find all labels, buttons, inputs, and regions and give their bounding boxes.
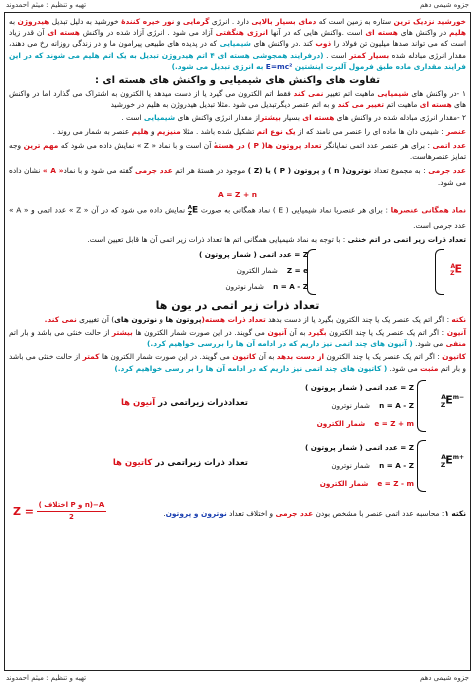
text: n = A - Z [379, 400, 414, 410]
text: A [450, 262, 456, 270]
text: هسته ای [302, 112, 335, 122]
text: ) آن تغییری [76, 314, 115, 324]
text: شمار نوترون [225, 281, 264, 291]
text: نکته ۱ [444, 508, 466, 518]
notation-definition [9, 203, 466, 231]
text: : برای هر عنصر عدد اتمی نمایانگر [321, 141, 433, 151]
text: Z [188, 210, 193, 217]
row-atomic-number: Z = عدد اتمی ( شمار پروتون ) [198, 249, 308, 259]
text: بسیار [280, 112, 303, 122]
text: عدد جرمی [428, 166, 466, 176]
text: : با توجه به نماد شیمیایی همگانی اتم ها تعداد ذرات زیر اتمی آن ها قابل تعیین است. [87, 235, 348, 245]
text: نمایش داده می شود که در آن « Z » عدد اتمی و « A » عدد جرمی است. [9, 205, 466, 231]
text: منفی [445, 339, 466, 349]
mass-number-definition [9, 165, 466, 187]
text: به آن [256, 352, 277, 362]
text: از حالت خنثی می باشد و بار اتم [9, 328, 112, 337]
neutral-atom-box [9, 247, 466, 295]
text: گرمایی [182, 17, 210, 26]
anion-box-title [121, 398, 248, 409]
text: بیشتر [259, 112, 281, 122]
text: یک نوع اتم [256, 126, 296, 136]
text: n = A - Z [379, 460, 414, 470]
text: نماد همگانی عنصرها [390, 205, 466, 215]
text: Z [440, 401, 446, 409]
text: آنیون [267, 328, 287, 337]
text: که در پدیده های طبیعی پیرامون ما و در زندگی روزانه رخ می دهند، مقدار انرژی مبادله شده [9, 39, 466, 60]
text: تغییر می کند [337, 100, 384, 110]
fraction [37, 500, 107, 523]
text: از مقدار انرژی واکنش های [175, 112, 260, 122]
nuclide-symbol-cation [441, 452, 464, 471]
text: و به اتم عنصر دیگرتبدیل می شود .مثلا تبدیل هیدروژن به هلیم در خورشید [110, 100, 338, 110]
text: و [148, 126, 157, 136]
paragraph-sun [9, 16, 466, 72]
text: شمار نوترون [331, 400, 370, 410]
text: پروتون ( P ) یا (Z ) [247, 166, 320, 176]
text: هلیم [131, 126, 149, 136]
text: : محاسبه عدد اتمی عنصر با مشخص بودن [313, 508, 445, 518]
text: هسته ای [419, 100, 452, 110]
text: e = Z + m [374, 418, 414, 428]
text: می گویند. در این صورت شمار الکترون ها [99, 352, 233, 362]
nuclide-symbol-neutral [450, 261, 462, 280]
numerator: A−(n و P اختلاف ) [37, 500, 107, 512]
text: تشکیل شده باشد . مثلا [180, 126, 257, 136]
text: و [319, 166, 329, 176]
text: A [441, 393, 446, 401]
text: شمار نوترون [331, 460, 370, 470]
anion-definition [9, 327, 466, 349]
text: A [441, 453, 446, 461]
text: E [192, 205, 199, 216]
row-atomic-number: Z = عدد اتمی ( شمار پروتون ) [304, 382, 414, 392]
text: . [163, 508, 166, 518]
text: E [445, 393, 453, 407]
text: نوترون( n ) [328, 166, 372, 176]
text: مثبت [420, 363, 439, 373]
diff-item-1 [9, 88, 466, 110]
text: « A » [42, 166, 64, 176]
text: بیشتر [111, 328, 133, 337]
text: به انرژی تبدیل می شود.) [171, 61, 264, 71]
row-neutrons [331, 460, 414, 471]
text: : برای هر عنصربا نماد شیمیایی ( E ) نماد همگانی به صورت [198, 205, 391, 215]
text: شیمیایی [219, 39, 251, 49]
text: کاتیون [442, 352, 466, 362]
text: می شود. [387, 363, 421, 373]
text: ستاره به زمین است که [316, 17, 394, 26]
element-definition [9, 126, 466, 137]
text: عنصر به شمار می روند . [52, 126, 132, 136]
text: n = A - Z [273, 281, 308, 291]
cation-box-title [113, 458, 248, 469]
text: موجود در هستهٔ هر اتم [172, 166, 248, 176]
text: عدد جرمی [275, 508, 314, 518]
text: ( کاتیون های چند اتمی نیز داریم که در ادامه آن ها را بر رسی خواهیم کرد.) [114, 363, 388, 373]
text: به [9, 17, 18, 26]
row-neutrons [225, 281, 308, 292]
row-electrons [317, 418, 414, 429]
text: نوترون های [114, 314, 158, 324]
header-left: تهیه و تنظیم : میثم احمدوند [6, 1, 87, 9]
text: است .واکنش هایی که در آنها [267, 28, 366, 38]
text: : به مجموع تعداد [371, 166, 429, 176]
mass-number-formula: A = Z + n [217, 189, 258, 199]
text: خورشید نزدیک ترین [393, 17, 466, 26]
text: : شیمی دان ها ماده ای را عنصر می نامند که از [295, 126, 447, 136]
text: E [454, 262, 462, 276]
text: شمار الکترون [316, 418, 366, 428]
text: می گویند. در این صورت شمار الکترون ها [132, 328, 268, 337]
text: : اگر اتم یک عنصر یک یا چند الکترون بگیرد یا از دست بدهد [265, 314, 452, 324]
denominator: 2 [69, 513, 74, 522]
text: کاتیون [232, 352, 257, 362]
brace-left [435, 249, 444, 295]
text: و [157, 314, 166, 324]
text: از حالت خنثی می باشد و بار اتم [9, 352, 466, 373]
text: عنصر [446, 126, 466, 136]
row-electrons [237, 265, 308, 276]
text: نمی کند. [44, 314, 77, 324]
document-body [9, 16, 466, 528]
atomic-number-definition [9, 140, 466, 162]
text: آنیون ها [120, 397, 159, 408]
text: وجه تمایز عنصرهاست. [9, 141, 466, 162]
text: در واکنش های [397, 28, 450, 38]
text: کمتر [82, 352, 100, 362]
text: انرژی هنگفتی [215, 28, 268, 38]
text: شیمیایی [143, 112, 176, 122]
text: تعداد ذرات زیر اتمی در اتم خنثی [347, 235, 466, 245]
text: هسته ای [47, 28, 80, 38]
diff-title: تفاوت های واکنش های شیمیایی و واکنش های هسته ای : [94, 75, 381, 87]
text: گفته می شود و با نماد [63, 166, 136, 176]
anion-box [9, 378, 466, 434]
text: و اختلاف تعداد [226, 508, 276, 518]
text: تعداد ذرات زیراتمی در [155, 457, 248, 468]
text: e = Z - m [377, 478, 414, 488]
text: نشان داده می شود. [9, 166, 466, 187]
final-formula [13, 500, 106, 523]
final-note-row [9, 500, 466, 528]
cation-definition [9, 351, 466, 373]
brace-right [307, 249, 316, 295]
brace-anion [417, 380, 426, 432]
text: Z = e [286, 265, 308, 275]
text: منیزیم [156, 126, 181, 136]
row-atomic-number: Z = عدد اتمی ( شمار پروتون ) [304, 442, 414, 452]
text: ماهیت اتم [383, 100, 420, 110]
text: به آن [286, 328, 308, 337]
row-neutrons [331, 400, 414, 411]
text: است . [323, 50, 350, 60]
text: آن قدر زیاد است که می تواند صدها میلیون تن فولاد را [9, 28, 466, 49]
text: (درفرایند همجوشی هسته ای ۴ اتم هیدروژن تبدیل به یک اتم هلیم می شوند که در این فرایند مقداری ماده طبق فرمول آلبرت اینشتین [9, 50, 466, 71]
einstein-formula: E=mc² [265, 61, 293, 71]
ions-title: تعداد ذرات زیر اتمی در یون ها [155, 298, 320, 312]
text: آزاد می شود . انرژی آزاد شده در واکنش [79, 28, 216, 38]
ions-note [9, 314, 466, 325]
text: m+ [452, 453, 464, 461]
text: E [445, 453, 453, 467]
text: دارد . انرژی [209, 17, 252, 26]
text: شمار الکترون [319, 478, 369, 488]
text: عدد جرمی [135, 166, 173, 176]
text: هیدروژن [17, 17, 50, 26]
text: است . [121, 112, 144, 122]
text: فقط اتم الکترون می گیرد یا از دست میدهد یا الکترون به اشتراک می گذارد اما در واکنش های [9, 89, 466, 110]
text: بسیار کمتر [349, 50, 390, 60]
text: از دست بدهد [276, 352, 325, 362]
text: خورشید به دلیل تبدیل [49, 17, 122, 26]
text: ٔ آن است و با نماد « Z » نمایش داده می شود که [58, 141, 214, 151]
text: هسته ای [365, 28, 398, 38]
header-right: جزوه شیمی دهم [419, 1, 469, 9]
row-electrons [320, 478, 414, 489]
text: ذوب [315, 39, 332, 49]
text: دمای بسیار بالایی [251, 17, 317, 26]
text: کاتیون ها [112, 457, 156, 468]
text: : اگر اتم یک عنصر یک یا چند الکترون [326, 328, 447, 337]
text: نوترون و پروتون [165, 508, 227, 518]
text: شیمیایی [377, 89, 409, 99]
text: تعداد پروتون ها( P ) در هسته [213, 141, 322, 151]
count-intro [9, 234, 466, 245]
brace-cation [417, 440, 426, 492]
text: ۲ -مقدار انرژی مبادله شده در واکنش های [334, 112, 466, 122]
text: می شود. [412, 339, 446, 349]
cation-box [9, 438, 466, 494]
text: ۱ -در واکنش های [408, 89, 467, 99]
final-note [163, 508, 466, 519]
text: نمی کند [293, 89, 324, 99]
text: A [187, 205, 193, 212]
text: شمار الکترون [236, 265, 278, 275]
text: Z [440, 461, 446, 469]
text: هلیم [449, 28, 467, 38]
diff-item-2 [9, 112, 466, 123]
text: m− [452, 393, 464, 401]
text: ماهیت اتم تغییر [323, 89, 378, 99]
text: آنیون [446, 328, 466, 337]
text: تعدادذرات زیراتمی در [158, 397, 248, 408]
nuclide-symbol [188, 203, 198, 220]
text: و [174, 17, 183, 26]
text: عدد اتمی [432, 141, 467, 151]
text: تعداد ذرات هسته( [201, 314, 266, 324]
text: Z = [13, 504, 35, 518]
text: مهم ترین [23, 141, 59, 151]
text: بگیرد [308, 328, 327, 337]
text: پروتون ها [165, 314, 202, 324]
nuclide-symbol-anion [441, 392, 464, 411]
text: ( آنیون های چند اتمی نیز داریم که در ادامه آن ها را بررسی خواهیم کرد.) [147, 339, 413, 349]
text: کند .در واکنش های [250, 39, 316, 49]
footer-right: جزوه شیمی دهم [419, 674, 469, 682]
text: نکته [451, 314, 466, 324]
text: نور خیره کنندهٔ [121, 17, 175, 26]
footer-left: تهیه و تنظیم : میثم احمدوند [6, 674, 87, 682]
text: Z [450, 270, 455, 278]
text: : اگر اتم یک عنصر یک یا چند الکترون [324, 352, 443, 362]
